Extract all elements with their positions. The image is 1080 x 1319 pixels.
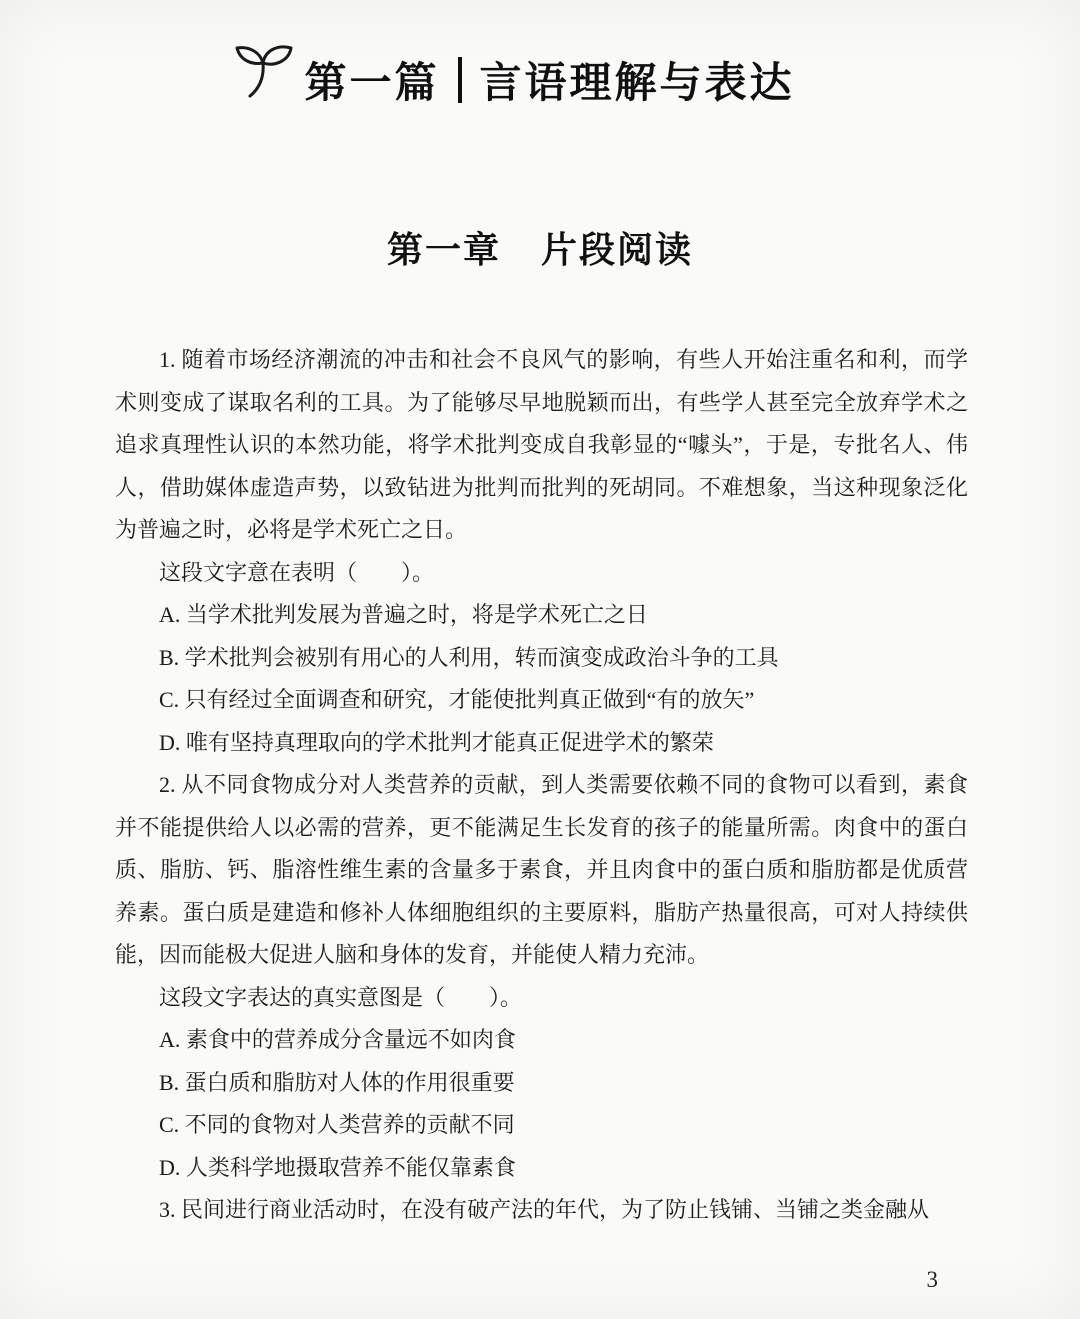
question-2-option-c: C. 不同的食物对人类营养的贡献不同 <box>159 1112 515 1137</box>
sprout-icon <box>230 41 296 104</box>
question-2-prompt: 这段文字表达的真实意图是（ ）。 <box>159 984 523 1010</box>
chapter-name: 片段阅读 <box>541 229 694 270</box>
question-2-option-a: A. 素食中的营养成分含量远不如肉食 <box>159 1027 516 1052</box>
question-2-option-b: B. 蛋白质和脂肪对人体的作用很重要 <box>159 1069 515 1095</box>
title-divider <box>458 57 462 103</box>
chapter-label: 第一章 <box>386 229 501 270</box>
question-1-stem: 1. 随着市场经济潮流的冲击和社会不良风气的影响，有些人开始注重名和利，而学术则变成了谋取名利的工具。为了能够尽早地脱颖而出，有些学人甚至完全放弃学术之追求真理性认识的本然功能，将学术批判变成自我彰显的“噱头”，于是，专批名人、伟人，借助媒体虚造声势，以致钻进为批判而批判的死胡同。不难想象，当这种现象泛化为普遍之时，必将是学术死亡之日。 <box>115 347 968 542</box>
page-body <box>115 339 968 1232</box>
question-3-stem: 3. 民间进行商业活动时，在没有破产法的年代，为了防止钱铺、当铺之类金融从 <box>159 1197 930 1222</box>
question-2-option-d: D. 人类科学地摄取营养不能仅靠素食 <box>159 1154 516 1180</box>
question-1-prompt: 这段文字意在表明（ ）。 <box>159 559 435 585</box>
part-name: 言语理解与表达 <box>479 59 795 106</box>
page-number: 3 <box>926 1267 938 1292</box>
chapter-title <box>0 222 1080 273</box>
question-2 <box>115 764 968 1189</box>
question-1 <box>115 339 968 764</box>
question-1-option-c: C. 只有经过全面调查和研究，才能使批判真正做到“有的放矢” <box>159 687 755 712</box>
question-3 <box>115 1189 968 1232</box>
part-header <box>0 0 1080 110</box>
question-1-option-b: B. 学术批判会被别有用心的人利用，转而演变成政治斗争的工具 <box>159 644 779 670</box>
part-label: 第一篇 <box>304 59 440 106</box>
part-title <box>304 50 794 110</box>
question-1-option-d: D. 唯有坚持真理取向的学术批判才能真正促进学术的繁荣 <box>159 729 714 755</box>
question-2-stem: 2. 从不同食物成分对人类营养的贡献，到人类需要依赖不同的食物可以看到，素食并不能提供给人以必需的营养，更不能满足生长发育的孩子的能量所需。肉食中的蛋白质、脂肪、钙、脂溶性维生素的含量多于素食，并且肉食中的蛋白质和脂肪都是优质营养素。蛋白质是建造和修补人体细胞组织的主要原料，脂肪产热量很高，可对人持续供能，因而能极大促进人脑和身体的发育，并能使人精力充沛。 <box>115 772 968 967</box>
question-1-option-a: A. 当学术批判发展为普遍之时，将是学术死亡之日 <box>159 602 648 627</box>
